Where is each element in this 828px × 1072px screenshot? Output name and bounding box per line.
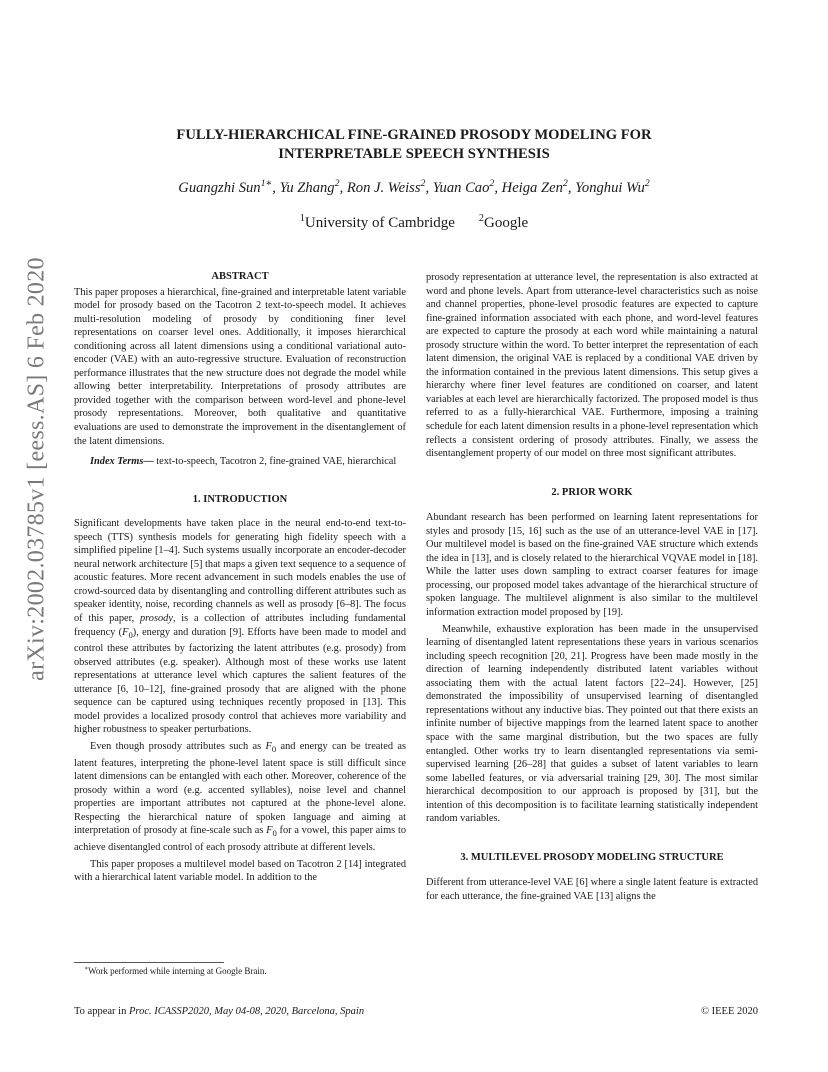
author-affil-mark: 2 xyxy=(562,178,568,190)
section-3-heading: 3. MULTILEVEL PROSODY MODELING STRUCTURE xyxy=(460,851,724,863)
right-column xyxy=(426,271,758,903)
copyright-footer: © IEEE 2020 xyxy=(701,1006,758,1017)
footnote-rule xyxy=(74,962,224,963)
affiliation-mark: 1 xyxy=(299,213,305,224)
citation-link[interactable]: [25] xyxy=(740,677,758,689)
citation-link[interactable]: [13] xyxy=(471,552,490,564)
index-terms xyxy=(74,455,406,469)
subscript: 0 xyxy=(271,744,277,755)
arxiv-id: arXiv:2002.03785v1 [eess.AS] 6 Feb 2020 xyxy=(23,257,50,681)
affiliation-mark: 2 xyxy=(478,213,484,224)
italic-term: prosody xyxy=(139,613,173,625)
author-name: Yu Zhang xyxy=(279,180,335,196)
italic-term: F xyxy=(266,825,273,837)
left-column xyxy=(74,270,406,885)
paper-title xyxy=(100,126,728,164)
footnote-text: Work performed while interning at Google Brain. xyxy=(88,966,267,976)
citation-link[interactable]: [15, 16] xyxy=(508,525,542,537)
citation-link[interactable]: [6–8] xyxy=(336,599,359,611)
subscript: 0 xyxy=(128,629,133,640)
section-2-heading: 2. PRIOR WORK xyxy=(551,486,633,498)
author-affil-mark: 1∗ xyxy=(260,178,273,190)
subscript: 0 xyxy=(272,828,277,839)
author-name: Guangzhi Sun xyxy=(178,180,261,196)
prior-work-paragraph-1: Abundant research has been performed on learning latent representations for styles and prosody [15, 16] such as the use of an utterance-level VAE in [17]. Our multilevel model is based on the fine-grained VAE structure which extends the idea in [13], and is closely related to the hierarchical VQVAE model in [18]. While the latter uses down sampling to extract coarser features for image processing, our proposed model takes advantage of the hierarchical structure of spoken language. The multilevel alignment is also similar to the multilevel information extraction model proposed by [19]. xyxy=(426,512,758,619)
intro-paragraph-1: Significant developments have taken place in the neural end-to-end text-to-speech (TTS) synthesis models for generating high fidelity speech with a simplified pipeline [1–4]. Such systems usually incorporate an encoder-decoder neural network architecture [5] that maps a given text sequence to a sequence of acoustic features. More recent advancement in such models enables the use of crowd-sourced data by disentangling and controlling different attributes such as speaker identity, noise, recording channels as well as prosody [6–8]. The focus of this paper, prosody, is a collection of attributes including fundamental frequency $(F_0)$, energy and duration [9]. Efforts have been made to model and control these attributes by factorizing the latent attributes (e.g. prosody) from observed attributes (e.g. speaker). Although most of these works use latent representations at utterance level which captures the salient features of the utterance [6, 10–12], fine-grained prosody that are aligned with the phone sequence can be captured using techniques recently proposed in [13]. This model provides a localized prosody control that achieves more variability and higher robustness to speaker perturbations. xyxy=(74,518,407,736)
citation-link[interactable]: [18] xyxy=(738,552,756,564)
title-line-2: INTERPRETABLE SPEECH SYNTHESIS xyxy=(278,146,550,162)
section-3-paragraph-1: Different from utterance-level VAE [6] where a single latent feature is extracted for each utterance, the fine-grained VAE [13] aligns the xyxy=(426,877,758,902)
index-terms-text: text-to-speech, Tacotron 2, fine-grained VAE, hierarchical xyxy=(156,456,397,468)
citation-link[interactable]: [9] xyxy=(229,626,242,638)
venue-name: Proc. ICASSP2020, May 04-08, 2020, Barcelona, Spain xyxy=(128,1006,365,1017)
citation-link[interactable]: [31] xyxy=(699,786,718,798)
citation-link[interactable]: [17] xyxy=(738,525,756,537)
citation-link[interactable]: [13] xyxy=(362,697,381,709)
affiliation-name: University of Cambridge xyxy=(304,215,455,231)
footnote xyxy=(84,966,404,976)
author-name: Yonghui Wu xyxy=(575,180,645,196)
footnote-mark: ∗ xyxy=(84,966,89,972)
author-affil-mark: 2 xyxy=(644,178,650,190)
citation-link[interactable]: [1–4] xyxy=(154,545,178,557)
author-affil-mark: 2 xyxy=(334,178,340,190)
citation-link[interactable]: [6, 10–12] xyxy=(117,683,163,695)
author-name: Yuan Cao xyxy=(432,180,490,196)
abstract-text: This paper proposes a hierarchical, fine-grained and interpretable latent variable model for prosody based on the Tacotron 2 text-to-speech model. It achieves multi-resolution modeling of prosody by conditioning finer level representations on coarser level ones. Additionally, it imposes hierarchical conditioning across all latent dimensions using a conditional variational auto-encoder (VAE) with an auto-regressive structure. Evaluation of reconstruction performance illustrates that the new structure does not degrade the model while allowing better interpretability. Interpretations of prosody attributes are provided together with the comparison between word-level and phone-level prosody representations. Moreover, both qualitative and quantitative evaluations are used to demonstrate the improvement in the disentanglement of the latent dimensions. xyxy=(74,286,406,447)
right-paragraph-1: prosody representation at utterance level, the representation is also extracted at word and phone levels. Apart from utterance-level characteristics such as noise and channel properties, phone-level prosodic features are expected to capture fine-grained information associated with each phone, and word-level features are expected to capture the prosody at each word while maintaining a natural prosody structure within the word. To better interpret the representation of each latent dimension, the original VAE is replaced by a conditional VAE driven by the information contained in the previous latent dimensions. This setup gives a hierarchy where finer level features are conditioned on coarser, and latent variables at each level are hierarchically factorized. The proposed model is thus referred to as a fully-hierarchical VAE. Furthermore, imposing a training schedule for each latent dimension results in a phone-level representation which reflects a consistent ordering of prosody attributes. Finally, we assess the disentanglement property of our model on three most significant attributes. xyxy=(426,272,758,460)
citation-link[interactable]: [13] xyxy=(595,890,614,902)
arxiv-watermark xyxy=(22,257,52,681)
intro-paragraph-3: This paper proposes a multilevel model based on Tacotron 2 [14] integrated with a hierarchical latent variable model. In addition to the xyxy=(74,858,406,884)
prior-work-paragraph-2: Meanwhile, exhaustive exploration has been made in the unsupervised learning of disentangled latent representations these years in various scenarios including speech recognition [20, 21]. Progress have been made mostly in the direction of learning independently distributed latent variables without associating them with the actual latent factors [22–24]. However, [25] demonstrated the impossibility of unsupervised learning of disentangled representations without any inductive bias. They pointed out that there exists an infinite number of bijective mappings from the learned latent space to another space with the same marginal distribution, but the two spaces are fully entangled. Other works try to learn disentangled representations via semi-supervised learning [26–28] that guides a subset of latent variables to learn some labelled features, or via adversarial training [29, 30]. The most similar hierarchical decomposition to our approach is proposed by [31], but the intention of this decomposition is to facilitate learning statistically independent random variables. xyxy=(426,623,758,825)
venue-prefix: To appear in xyxy=(74,1006,129,1017)
section-1-heading: 1. INTRODUCTION xyxy=(192,493,288,505)
author-list: Guangzhi Sun$^{1∗}$, Yu Zhang$^2$, Ron J. Weiss$^2$, Yuan Cao$^2$, Heiga Zen$^2$, Yonghui Wu$^2$ xyxy=(178,178,650,196)
author-name: Heiga Zen xyxy=(501,180,563,196)
author-name: Ron J. Weiss xyxy=(346,180,421,196)
affiliations xyxy=(150,215,678,232)
citation-link[interactable]: [29, 30] xyxy=(643,772,679,784)
citation-link[interactable]: [6] xyxy=(575,877,588,889)
abstract-heading: ABSTRACT xyxy=(211,271,269,282)
citation-link[interactable]: [19] xyxy=(603,607,621,619)
italic-term: F xyxy=(265,741,272,753)
italic-term: F xyxy=(122,626,129,638)
title-line-1: FULLY-HIERARCHICAL FINE-GRAINED PROSODY MODELING FOR xyxy=(176,127,652,143)
citation-link[interactable]: [14] xyxy=(344,858,362,870)
author-affil-mark: 2 xyxy=(420,178,426,190)
author-affil-mark: 2 xyxy=(489,178,495,190)
citation-link[interactable]: [5] xyxy=(190,558,203,570)
index-terms-label: Index Terms— xyxy=(90,456,154,468)
citation-link[interactable]: [20, 21] xyxy=(550,650,585,662)
citation-link[interactable]: [26–28] xyxy=(513,759,547,771)
venue-footer xyxy=(74,1006,364,1017)
citation-link[interactable]: [22–24] xyxy=(650,677,684,689)
affiliation-name: Google xyxy=(484,215,529,231)
intro-paragraph-2: Even though prosody attributes such as $F_0$ and energy can be treated as latent features, interpreting the phone-level latent space is still difficult since latent dimensions can be entangled with each other. Moreover, coherence of the prosody within a word (e.g. accented syllables), noise level and channel properties are important attributes not captured at the phone-level alone. Respecting the hierarchical nature of spoken language and aiming at interpretation of prosody at fine-scale such as $F_0$ for a vowel, this paper aims to achieve disentangled control of each prosody attribute at different levels. xyxy=(74,741,407,853)
